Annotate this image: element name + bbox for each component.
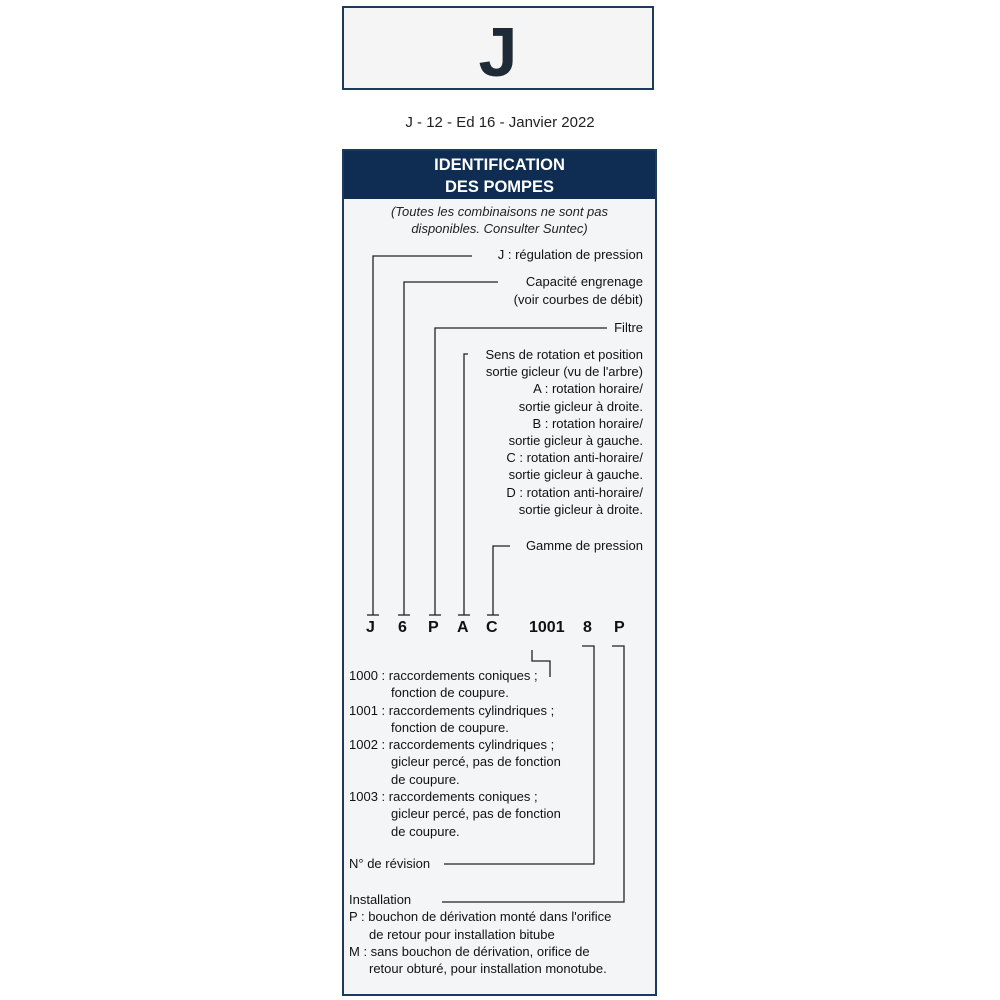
label-revision: N° de révision	[349, 856, 431, 871]
sens-line: sortie gicleur à gauche.	[508, 467, 643, 483]
series-header-box	[342, 6, 654, 90]
code-6: 6	[398, 619, 407, 636]
installation-legend	[349, 891, 611, 977]
sens-line: Sens de rotation et position	[485, 347, 643, 362]
connection-line: gicleur percé, pas de fonction	[391, 754, 561, 770]
connection-line: fonction de coupure.	[391, 685, 509, 701]
connector-sens	[464, 354, 468, 615]
code-8: 8	[583, 619, 592, 636]
connection-line: gicleur percé, pas de fonction	[391, 806, 561, 822]
label-regulation: J : régulation de pression	[497, 247, 643, 262]
connector-j	[373, 256, 472, 615]
connection-line: raccordements coniques ;	[388, 668, 538, 683]
connection-line: raccordements cylindriques ;	[388, 702, 555, 718]
label-sens-block	[485, 346, 643, 518]
connection-item	[349, 736, 561, 788]
sens-line: A : rotation horaire/	[533, 381, 643, 397]
sens-line: B : rotation horaire/	[532, 415, 643, 431]
sens-line: sortie gicleur (vu de l'arbre)	[485, 364, 643, 380]
document-reference: J - 12 - Ed 16 - Janvier 2022	[405, 114, 595, 131]
code-1001: 1001	[529, 619, 565, 636]
connection-line: fonction de coupure.	[391, 719, 509, 735]
label-capacite-2: (voir courbes de débit)	[513, 292, 643, 307]
code-j: J	[366, 619, 375, 636]
sens-line: D : rotation anti-horaire/	[506, 484, 643, 500]
connection-line: raccordements coniques ;	[388, 789, 538, 805]
sens-line: sortie gicleur à droite.	[518, 501, 643, 517]
connection-item	[349, 667, 561, 702]
note-line1: (Toutes les combinaisons ne sont pas	[390, 204, 609, 219]
connection-code: 1001 :	[349, 702, 386, 718]
label-capacite-1: Capacité engrenage	[525, 274, 643, 289]
connection-item	[349, 702, 561, 737]
label-gamme: Gamme de pression	[525, 538, 643, 553]
pump-identification-card	[342, 149, 657, 996]
installation-p-line2: de retour pour installation bitube	[369, 926, 555, 942]
connection-legend	[349, 667, 561, 840]
code-a: A	[457, 619, 469, 636]
card-title-line1: IDENTIFICATION	[434, 156, 565, 174]
code-p-installation: P	[614, 619, 625, 636]
card-title-line2: DES POMPES	[444, 178, 555, 196]
connector-6	[404, 282, 498, 615]
installation-p-line1: P : bouchon de dérivation monté dans l'orifice	[349, 909, 612, 925]
connection-line: raccordements cylindriques ;	[388, 737, 555, 753]
code-p-filtre: P	[428, 619, 439, 636]
installation-m-line1: M : sans bouchon de dérivation, orifice de	[349, 943, 590, 959]
sens-line: sortie gicleur à droite.	[518, 398, 643, 414]
connection-code: 1002 :	[349, 737, 386, 753]
sens-line: sortie gicleur à gauche.	[508, 433, 643, 449]
connector-gamme	[493, 546, 510, 615]
note-line2: disponibles. Consulter Suntec)	[411, 221, 588, 236]
series-letter: J	[478, 13, 518, 91]
label-filtre: Filtre	[614, 320, 643, 335]
connection-line: de coupure.	[391, 823, 460, 839]
connection-code: 1003 :	[349, 789, 386, 805]
installation-m-line2: retour obturé, pour installation monotube.	[369, 961, 607, 977]
installation-title: Installation	[349, 892, 412, 907]
code-c: C	[486, 619, 498, 636]
sens-line: C : rotation anti-horaire/	[506, 450, 643, 466]
connection-line: de coupure.	[391, 771, 460, 787]
connection-item	[349, 788, 561, 840]
connection-code: 1000 :	[349, 668, 386, 683]
